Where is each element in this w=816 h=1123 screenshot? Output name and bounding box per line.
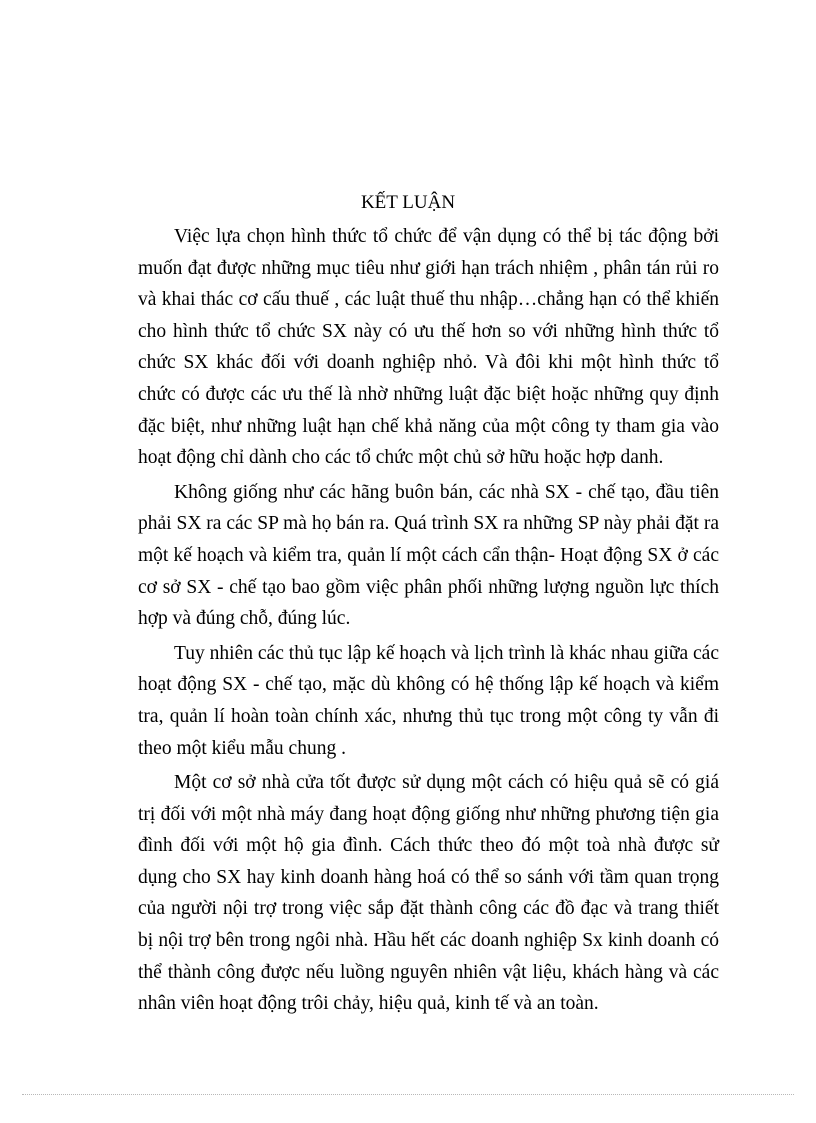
body-text xyxy=(138,221,719,1020)
paragraph-2: Không giống như các hãng buôn bán, các nhà SX - chế tạo, đầu tiên phải SX ra các SP mà họ bán ra. Quá trình SX ra những SP này phải đặt ra một kế hoạch và kiểm tra, quản lí một cách cẩn thận- Hoạt động SX ở các cơ sở SX - chế tạo bao gồm việc phân phối những lượng nguồn lực thích hợp và đúng chỗ, đúng lúc. xyxy=(138,481,719,630)
paragraph-4: Một cơ sở nhà cửa tốt được sử dụng một cách có hiệu quả sẽ có giá trị đối với một nhà máy đang hoạt động giống như những phương tiện gia đình đối với một hộ gia đình. Cách thức theo đó một toà nhà được sử dụng cho SX hay kinh doanh hàng hoá có thể so sánh với tầm quan trọng của người nội trợ trong việc sắp đặt thành công các đồ đạc và trang thiết bị nội trợ bên trong ngôi nhà. Hầu hết các doanh nghiệp Sx kinh doanh có thể thành công được nếu luồng nguyên nhiên vật liệu, khách hàng và các nhân viên hoạt động trôi chảy, hiệu quả, kinh tế và an toàn. xyxy=(138,772,719,1015)
page-title: KẾT LUẬN xyxy=(360,192,456,213)
page-bottom-divider xyxy=(22,1094,794,1095)
paragraph-3: Tuy nhiên các thủ tục lập kế hoạch và lịch trình là khác nhau giữa các hoạt động SX - chế tạo, mặc dù không có hệ thống lập kế hoạch và kiểm tra, quản lí hoàn toàn chính xác, nhưng thủ tục trong một công ty vẫn đi theo một kiểu mẫu chung . xyxy=(138,642,719,759)
paragraph-1: Việc lựa chọn hình thức tổ chức để vận dụng có thể bị tác động bởi muốn đạt được những mục tiêu như giới hạn trách nhiệm , phân tán rủi ro và khai thác cơ cấu thuế , các luật thuế thu nhập…chẳng hạn có thể khiến cho hình thức tổ chức SX này có ưu thế hơn so với những hình thức tổ chức SX khác đối với doanh nghiệp nhỏ. Và đôi khi một hình thức tổ chức có được các ưu thế là nhờ những luật đặc biệt hoặc những quy định đặc biệt, như những luật hạn chế khả năng của một công ty tham gia vào hoạt động chỉ dành cho các tổ chức một chủ sở hữu hoặc hợp danh. xyxy=(138,226,719,469)
